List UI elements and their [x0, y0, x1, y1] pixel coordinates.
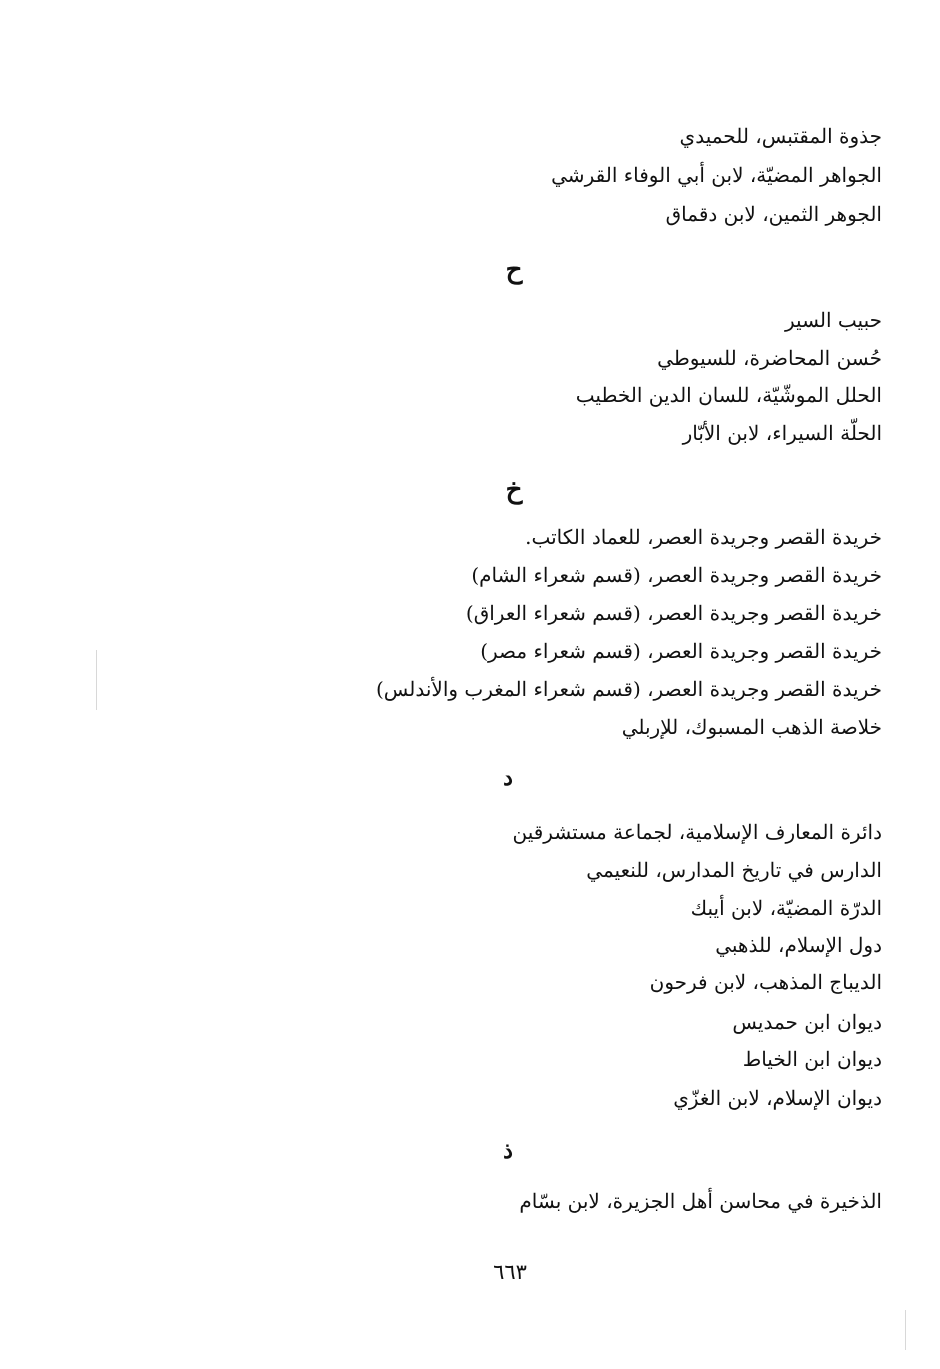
page-number: ٦٦٣ — [493, 1260, 527, 1284]
scan-mark — [905, 1310, 906, 1350]
entry: الحلّة السيراء، لابن الأبّار — [682, 421, 882, 445]
entry: خريدة القصر وجريدة العصر، (قسم شعراء المغرب والأندلس) — [375, 677, 882, 701]
section-letter: د — [503, 765, 513, 791]
entry: خلاصة الذهب المسبوك، للإربلي — [621, 715, 882, 739]
entry: الجواهر المضيّة، لابن أبي الوفاء القرشي — [551, 163, 882, 187]
entry: الديباج المذهب، لابن فرحون — [649, 970, 882, 994]
section-letter: ذ — [503, 1138, 513, 1164]
entry: الذخيرة في محاسن أهل الجزيرة، لابن بسّام — [519, 1189, 882, 1213]
entry: خريدة القصر وجريدة العصر، (قسم شعراء الشام) — [471, 563, 882, 587]
entry: خريدة القصر وجريدة العصر، (قسم شعراء مصر) — [480, 639, 882, 663]
entry: دول الإسلام، للذهبي — [715, 933, 882, 957]
section-letter: ح — [505, 255, 523, 285]
scan-mark — [96, 650, 97, 710]
entry: الدارس في تاريخ المدارس، للنعيمي — [586, 858, 882, 882]
entry: خريدة القصر وجريدة العصر، للعماد الكاتب. — [525, 525, 882, 549]
entry: ديوان ابن حمديس — [732, 1010, 882, 1034]
entry: دائرة المعارف الإسلامية، لجماعة مستشرقين — [512, 820, 882, 844]
entry: حُسن المحاضرة، للسيوطي — [657, 346, 882, 370]
entry: خريدة القصر وجريدة العصر، (قسم شعراء العراق) — [465, 601, 882, 625]
entry: جذوة المقتبس، للحميدي — [679, 124, 882, 148]
entry: الدرّة المضيّة، لابن أيبك — [690, 896, 882, 920]
entry: ديوان الإسلام، لابن الغزّي — [673, 1086, 882, 1110]
entry: الحلل الموشّيّة، للسان الدين الخطيب — [575, 383, 882, 407]
entry: ديوان ابن الخياط — [742, 1047, 882, 1071]
entry: حبيب السير — [785, 308, 882, 332]
entry: الجوهر الثمين، لابن دقماق — [665, 202, 882, 226]
section-letter: خ — [505, 475, 523, 505]
